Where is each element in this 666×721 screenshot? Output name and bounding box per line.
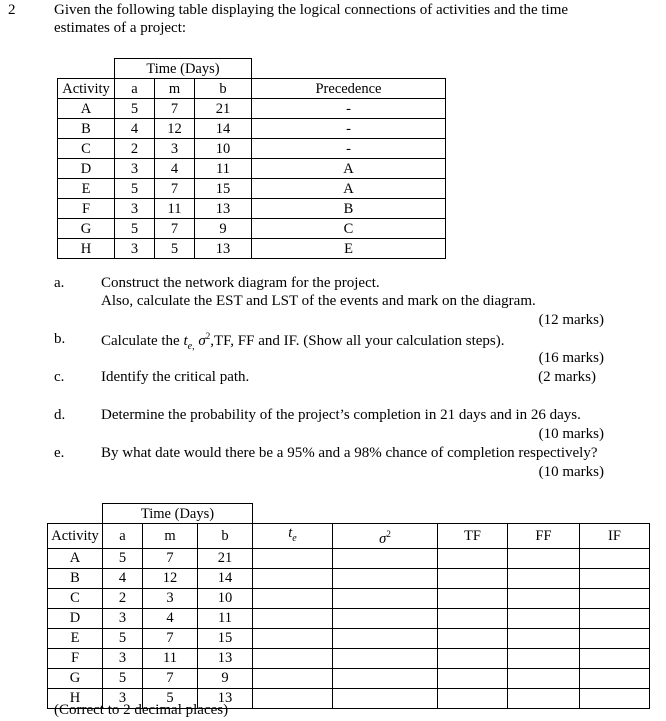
table-cell: 5 — [115, 99, 155, 119]
table-cell: C — [58, 139, 115, 159]
table-cell: 14 — [198, 568, 253, 588]
empty-cell — [333, 668, 438, 688]
table-cell: 4 — [115, 119, 155, 139]
part-b-line — [101, 331, 505, 352]
table2-header-sigma — [333, 524, 438, 549]
table-cell: 4 — [155, 159, 195, 179]
answer-table — [47, 503, 650, 709]
table-cell: 5 — [103, 668, 143, 688]
table2-header-a: a — [103, 524, 143, 549]
empty-cell — [438, 548, 508, 568]
table-cell: E — [48, 628, 103, 648]
question-number: 2 — [8, 2, 16, 18]
sigma-superscript: 2 — [386, 528, 391, 539]
empty-cell — [508, 568, 580, 588]
empty-cell — [580, 628, 650, 648]
part-d-marks: (10 marks) — [538, 426, 604, 442]
empty-cell — [253, 648, 333, 668]
table-cell: 3 — [155, 139, 195, 159]
table-cell: 12 — [155, 119, 195, 139]
table-row — [48, 548, 650, 568]
empty-cell — [438, 628, 508, 648]
table-cell: B — [58, 119, 115, 139]
empty-cell — [438, 688, 508, 708]
part-b-label: b. — [54, 331, 66, 347]
table-cell: 4 — [143, 608, 198, 628]
table-cell: 5 — [103, 628, 143, 648]
table-cell: B — [48, 568, 103, 588]
empty-cell — [508, 548, 580, 568]
table1-header-activity: Activity — [58, 79, 115, 99]
table-cell: D — [48, 608, 103, 628]
table-cell: F — [48, 648, 103, 668]
part-d-line1: Determine the probability of the project’s completion in 21 days and in 26 days. — [101, 407, 581, 423]
empty-cell — [438, 608, 508, 628]
table-row — [58, 179, 446, 199]
part-e-marks: (10 marks) — [538, 464, 604, 480]
table-cell: 5 — [103, 548, 143, 568]
table1-header-precedence: Precedence — [252, 79, 446, 99]
table2-header-te — [253, 524, 333, 549]
table-row — [58, 159, 446, 179]
table-cell: 7 — [155, 179, 195, 199]
table2-footnote: (Correct to 2 decimal places) — [54, 702, 229, 718]
table-cell: 11 — [143, 648, 198, 668]
empty-cell — [580, 648, 650, 668]
part-a-marks: (12 marks) — [538, 312, 604, 328]
empty-cell — [580, 668, 650, 688]
table1-header-m: m — [155, 79, 195, 99]
table-cell: 9 — [198, 668, 253, 688]
empty-cell — [333, 588, 438, 608]
table-cell: B — [252, 199, 446, 219]
empty-cell — [508, 588, 580, 608]
te-symbol: t — [288, 525, 293, 541]
table-cell: 5 — [115, 179, 155, 199]
empty-cell — [253, 668, 333, 688]
part-b-marks: (16 marks) — [538, 350, 604, 366]
table-row — [58, 139, 446, 159]
part-b-pre: Calculate the — [101, 333, 184, 349]
table-cell: 3 — [103, 688, 143, 708]
table-cell: E — [58, 179, 115, 199]
empty-cell — [508, 688, 580, 708]
table-cell: - — [252, 119, 446, 139]
part-d-label: d. — [54, 407, 66, 423]
table-cell: A — [58, 99, 115, 119]
table-cell: 3 — [115, 159, 155, 179]
table-cell: H — [58, 239, 115, 259]
table-row — [48, 648, 650, 668]
table2-header-if: IF — [580, 524, 650, 549]
table-cell: 11 — [198, 608, 253, 628]
table-cell: A — [252, 179, 446, 199]
te-subscript: e — [292, 532, 297, 544]
table-cell: 5 — [115, 219, 155, 239]
empty-cell — [580, 568, 650, 588]
table-row — [48, 668, 650, 688]
part-b-post: ,TF, FF and IF. (Show all your calculation steps). — [210, 333, 505, 349]
table2-spacer — [253, 504, 650, 524]
empty-cell — [333, 648, 438, 668]
table-cell: 11 — [195, 159, 252, 179]
table-row — [48, 628, 650, 648]
empty-cell — [508, 668, 580, 688]
table1-header-a: a — [115, 79, 155, 99]
empty-cell — [438, 568, 508, 588]
sigma-symbol: σ — [379, 530, 387, 547]
part-a-label: a. — [54, 275, 65, 291]
table-cell: 13 — [198, 648, 253, 668]
empty-cell — [253, 628, 333, 648]
empty-cell — [253, 688, 333, 708]
table2-header-tf: TF — [438, 524, 508, 549]
part-c-marks: (2 marks) — [538, 369, 596, 385]
table-cell: 13 — [198, 688, 253, 708]
empty-cell — [253, 608, 333, 628]
empty-cell — [508, 648, 580, 668]
table-cell: C — [252, 219, 446, 239]
empty-cell — [438, 668, 508, 688]
table-cell: 15 — [195, 179, 252, 199]
table-row — [48, 568, 650, 588]
empty-cell — [253, 588, 333, 608]
table-cell: G — [58, 219, 115, 239]
table-cell: 2 — [115, 139, 155, 159]
table-cell: 10 — [195, 139, 252, 159]
table1-time-header: Time (Days) — [115, 59, 252, 79]
table-cell: 3 — [143, 588, 198, 608]
table-cell: A — [252, 159, 446, 179]
te-subscript: e, — [187, 341, 195, 352]
table-cell: 15 — [198, 628, 253, 648]
table2-header-m: m — [143, 524, 198, 549]
part-a-line1: Construct the network diagram for the project. — [101, 275, 380, 291]
table1-header-row — [58, 79, 446, 99]
table-cell: 5 — [143, 688, 198, 708]
table-cell: 4 — [103, 568, 143, 588]
table-cell: C — [48, 588, 103, 608]
table-cell: A — [48, 548, 103, 568]
activity-table — [57, 58, 446, 259]
sigma-superscript: 2 — [205, 331, 211, 341]
table-cell: 7 — [143, 628, 198, 648]
empty-cell — [333, 568, 438, 588]
table-cell: 10 — [198, 588, 253, 608]
sigma-symbol: σ — [198, 333, 206, 349]
te-symbol: t — [183, 333, 188, 349]
table-cell: 21 — [198, 548, 253, 568]
table-cell: 7 — [143, 668, 198, 688]
table-cell: 3 — [115, 199, 155, 219]
question-intro-line2: estimates of a project: — [54, 20, 187, 36]
table-row — [48, 608, 650, 628]
empty-cell — [253, 548, 333, 568]
part-e-label: e. — [54, 445, 65, 461]
table1-header-b: b — [195, 79, 252, 99]
empty-cell — [253, 568, 333, 588]
table-row — [58, 99, 446, 119]
table-cell: 2 — [103, 588, 143, 608]
table-cell: 21 — [195, 99, 252, 119]
table-cell: H — [48, 688, 103, 708]
table-cell: 9 — [195, 219, 252, 239]
table2-time-header: Time (Days) — [103, 504, 253, 524]
table-cell: 5 — [155, 239, 195, 259]
empty-cell — [333, 548, 438, 568]
table-cell: E — [252, 239, 446, 259]
question-intro-line1: Given the following table displaying the logical connections of activities and the time — [54, 2, 569, 18]
table-cell: 14 — [195, 119, 252, 139]
table1-spacer — [252, 59, 446, 79]
part-a-line2: Also, calculate the EST and LST of the events and mark on the diagram. — [101, 293, 536, 309]
table-cell: - — [252, 139, 446, 159]
empty-cell — [438, 588, 508, 608]
table-row — [48, 588, 650, 608]
table-cell: D — [58, 159, 115, 179]
table2-header-row — [48, 524, 650, 549]
table-cell: 13 — [195, 199, 252, 219]
table-cell: 3 — [103, 608, 143, 628]
table2-header-activity: Activity — [48, 524, 103, 549]
table-row — [58, 219, 446, 239]
table-cell: - — [252, 99, 446, 119]
table-cell: 11 — [155, 199, 195, 219]
empty-cell — [438, 648, 508, 668]
table-cell: 13 — [195, 239, 252, 259]
table-cell: 12 — [143, 568, 198, 588]
table-cell: 3 — [103, 648, 143, 668]
empty-cell — [508, 608, 580, 628]
empty-cell — [508, 628, 580, 648]
part-e-line1: By what date would there be a 95% and a 98% chance of completion respectively? — [101, 445, 598, 461]
table-cell: 7 — [155, 99, 195, 119]
empty-cell — [580, 548, 650, 568]
empty-cell — [580, 608, 650, 628]
table-row — [58, 239, 446, 259]
table-cell: G — [48, 668, 103, 688]
table-cell: 7 — [155, 219, 195, 239]
table-row — [58, 199, 446, 219]
empty-cell — [333, 628, 438, 648]
table1-spacer — [58, 59, 115, 79]
table2-header-b: b — [198, 524, 253, 549]
empty-cell — [333, 688, 438, 708]
empty-cell — [333, 608, 438, 628]
table-row — [58, 119, 446, 139]
empty-cell — [580, 688, 650, 708]
part-c-label: c. — [54, 369, 65, 385]
table2-spacer — [48, 504, 103, 524]
table-cell: 3 — [115, 239, 155, 259]
table-cell: F — [58, 199, 115, 219]
part-c-line1: Identify the critical path. — [101, 369, 250, 385]
empty-cell — [580, 588, 650, 608]
table-cell: 7 — [143, 548, 198, 568]
table2-header-ff: FF — [508, 524, 580, 549]
